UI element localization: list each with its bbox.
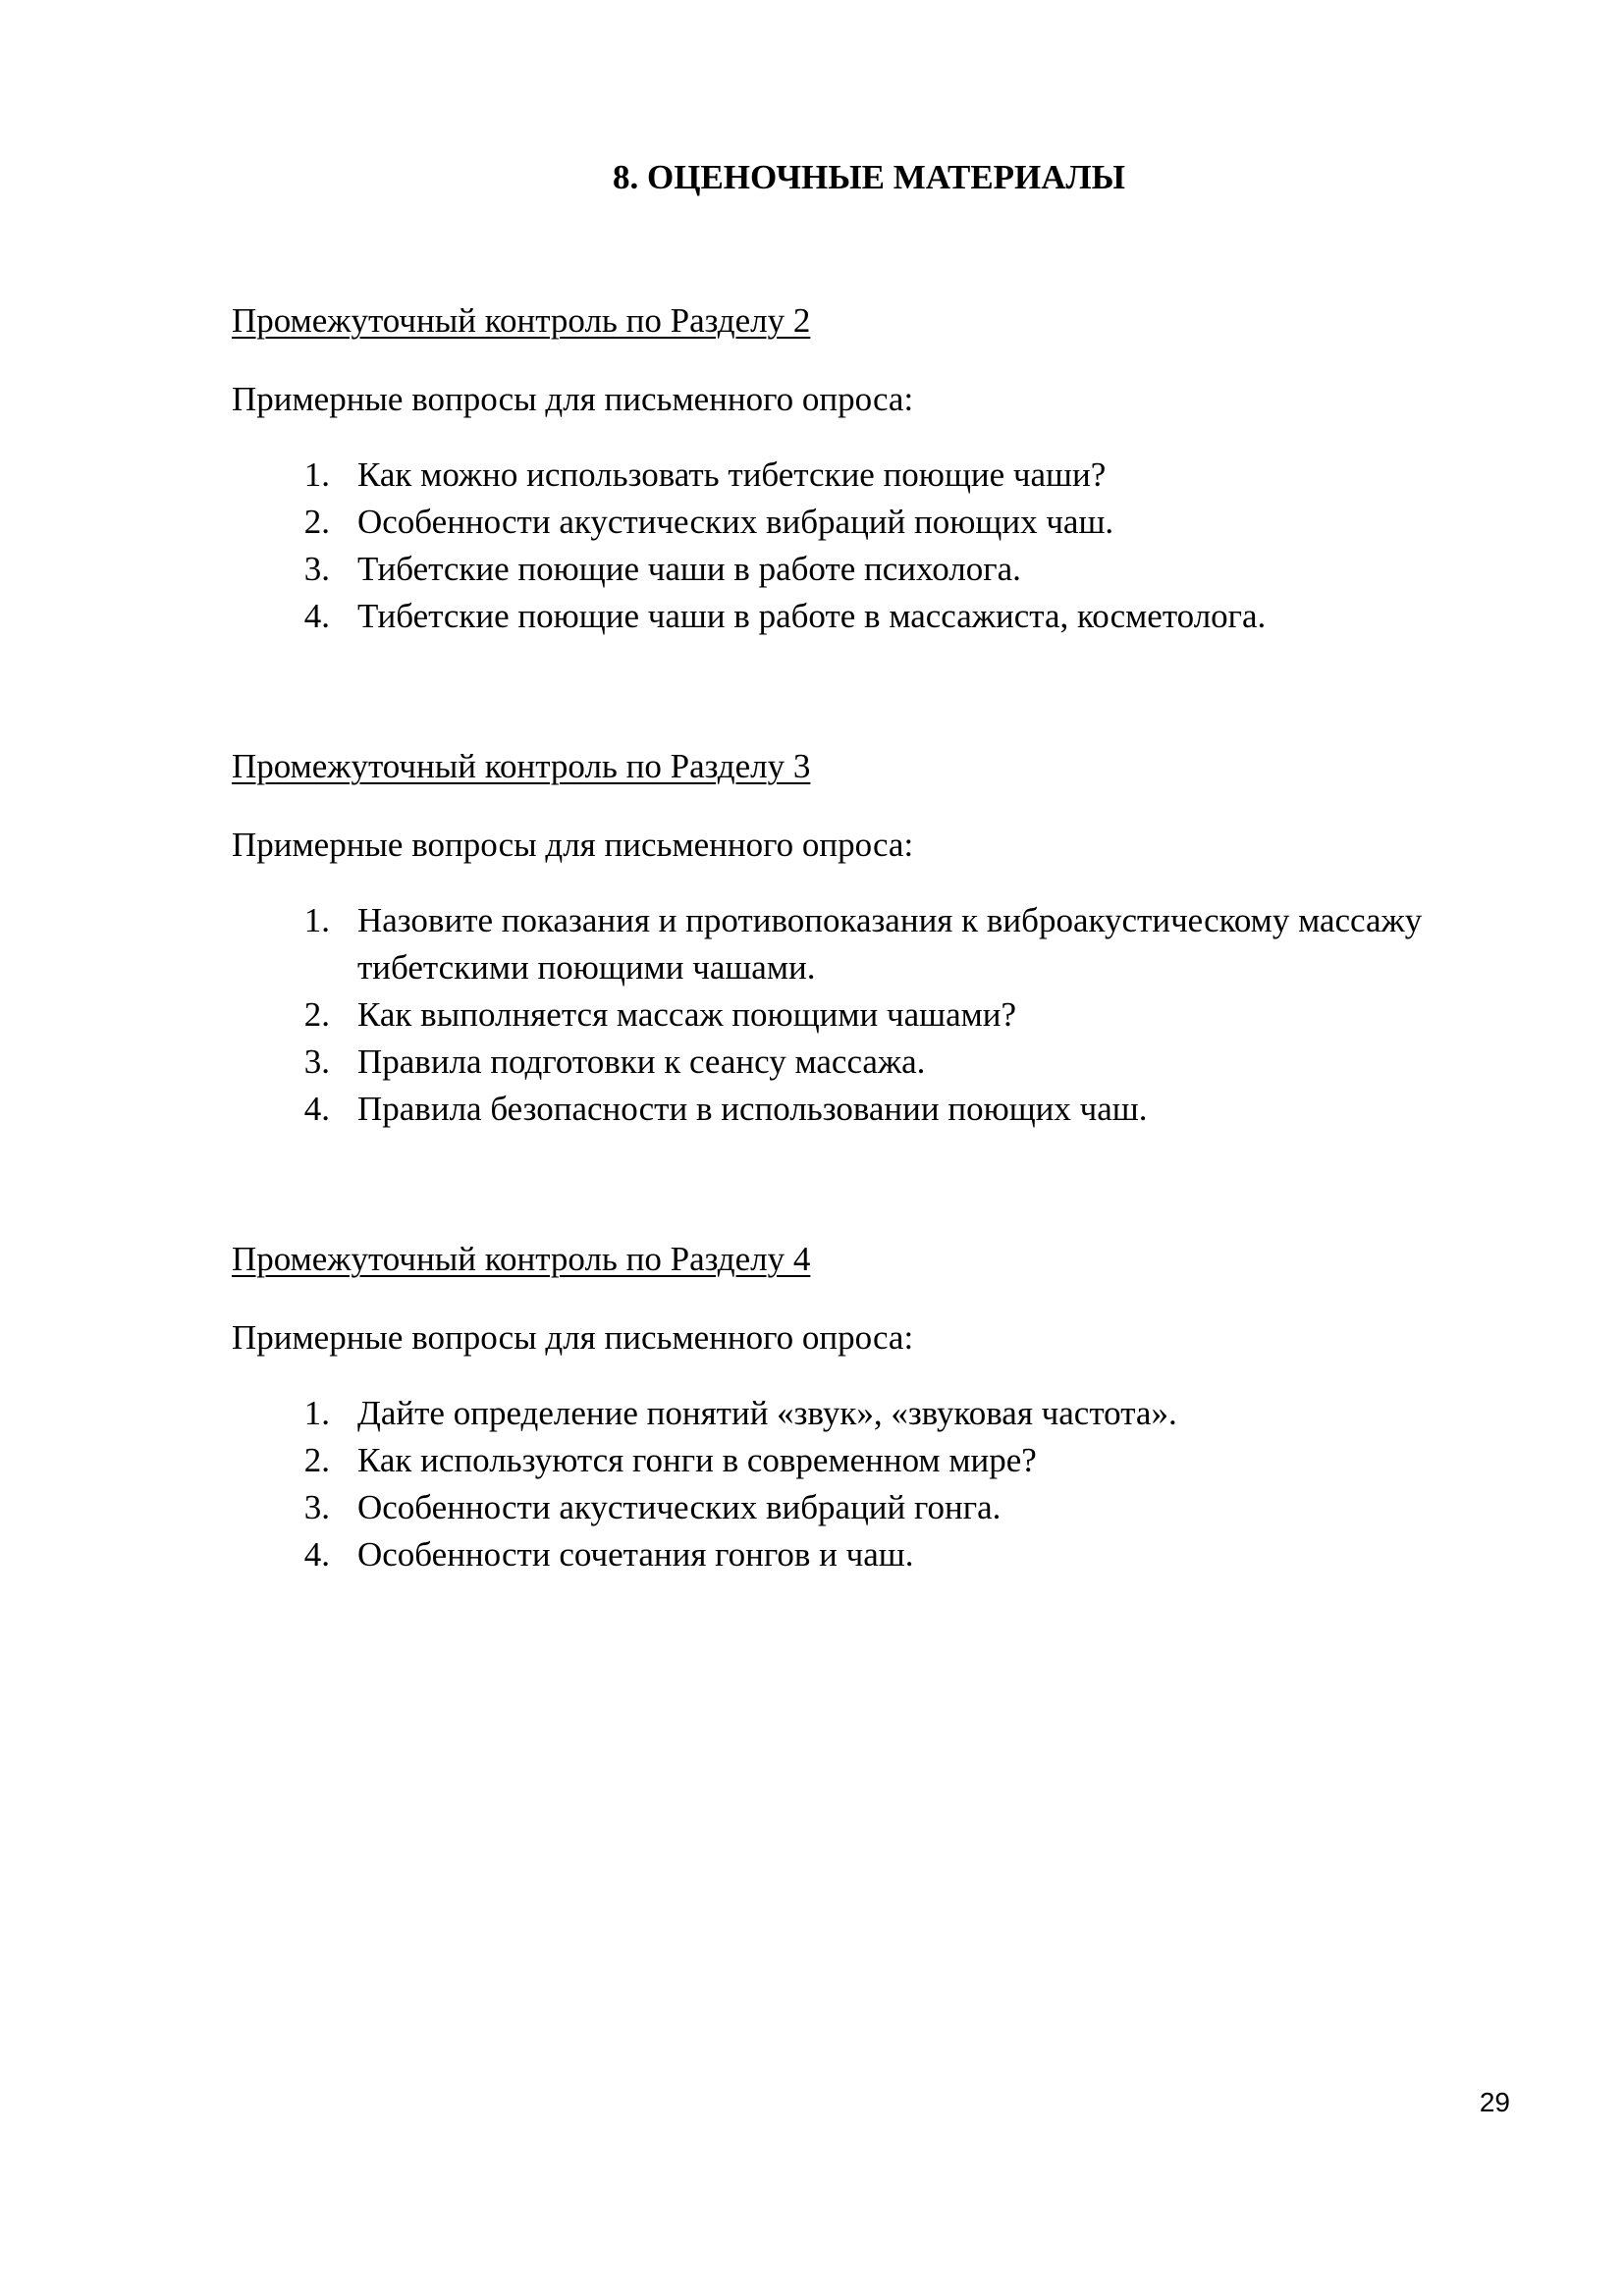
list-item-number: 1. <box>303 1394 330 1432</box>
list-item-number: 4. <box>303 1535 330 1574</box>
list-item <box>232 499 1508 546</box>
list-item-text: Как выполняется массаж поющими чашами? <box>357 995 1017 1034</box>
list-item-number: 2. <box>303 995 330 1034</box>
list-item-number: 4. <box>303 1090 330 1128</box>
list-item-text: Особенности акустических вибраций поющих чаш. <box>357 503 1114 541</box>
question-list <box>232 1390 1508 1578</box>
list-item-number: 3. <box>303 1488 330 1526</box>
list-item <box>232 1531 1508 1578</box>
question-list <box>232 452 1508 640</box>
section-intro: Примерные вопросы для письменного опроса: <box>232 826 914 864</box>
list-item <box>232 1086 1508 1133</box>
list-item-text: Дайте определение понятий «звук», «звуковая частота». <box>357 1394 1177 1432</box>
list-item-number: 3. <box>303 1042 330 1081</box>
list-item <box>232 991 1508 1039</box>
question-list <box>232 897 1508 1133</box>
list-item <box>232 1039 1508 1086</box>
section-heading: Промежуточный контроль по Разделу 2 <box>232 301 811 340</box>
section-intro: Примерные вопросы для письменного опроса: <box>232 1318 914 1357</box>
section-intro: Примерные вопросы для письменного опроса: <box>232 380 914 418</box>
list-item-text: Тибетские поющие чаши в работе психолога. <box>357 550 1021 588</box>
page-number: 29 <box>1479 2087 1510 2117</box>
list-item-text: Правила подготовки к сеансу массажа. <box>357 1042 926 1081</box>
section-heading: Промежуточный контроль по Разделу 3 <box>232 747 811 785</box>
list-item-text: Назовите показания и противопоказания к виброакустическому массажу тибетскими поющими чашами. <box>357 901 1423 987</box>
section-razdel-2 <box>232 296 1508 640</box>
list-item-text: Как используются гонги в современном мире? <box>357 1441 1037 1479</box>
list-item <box>232 593 1508 640</box>
list-item-text: Особенности сочетания гонгов и чаш. <box>357 1535 914 1574</box>
page-title: 8. ОЦЕНОЧНЫЕ МАТЕРИАЛЫ <box>613 158 1125 196</box>
list-item <box>232 1484 1508 1531</box>
list-item <box>232 546 1508 593</box>
list-item <box>232 452 1508 499</box>
list-item-number: 3. <box>303 550 330 588</box>
list-item-text: Правила безопасности в использовании поющих чаш. <box>357 1090 1148 1128</box>
list-item-number: 1. <box>303 455 330 494</box>
section-razdel-4 <box>232 1235 1508 1578</box>
section-heading: Промежуточный контроль по Разделу 4 <box>232 1240 811 1278</box>
list-item-number: 2. <box>303 1441 330 1479</box>
section-razdel-3 <box>232 742 1508 1133</box>
list-item-number: 1. <box>303 901 330 939</box>
list-item-number: 2. <box>303 503 330 541</box>
list-item-text: Как можно использовать тибетские поющие чаши? <box>357 455 1107 494</box>
list-item-text: Особенности акустических вибраций гонга. <box>357 1488 1001 1526</box>
list-item <box>232 897 1508 991</box>
list-item-text: Тибетские поющие чаши в работе в массажиста, косметолога. <box>357 597 1267 635</box>
list-item-number: 4. <box>303 597 330 635</box>
list-item <box>232 1390 1508 1437</box>
list-item <box>232 1437 1508 1484</box>
